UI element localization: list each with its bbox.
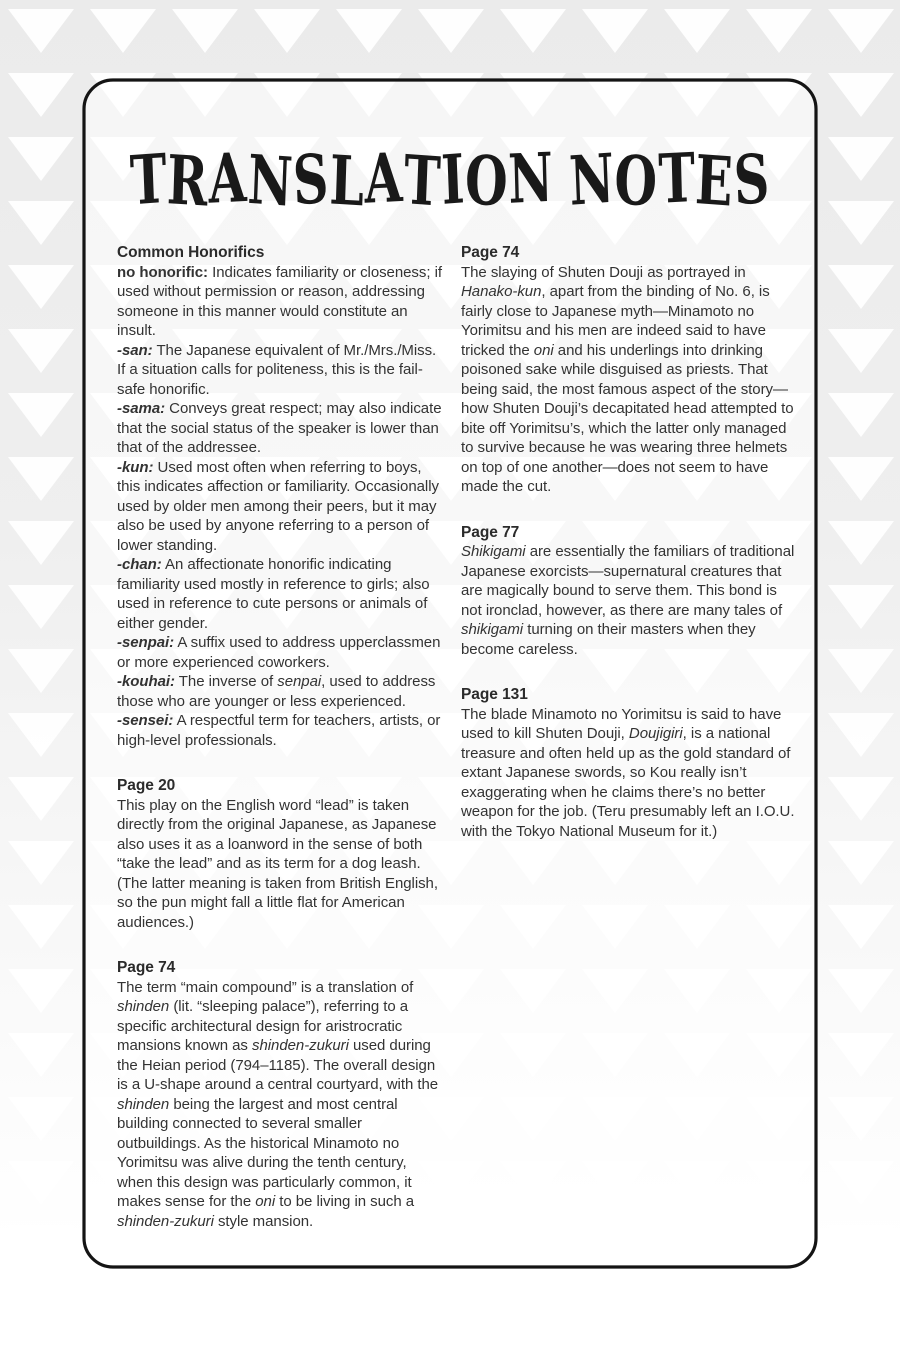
- section-heading: Page 74: [461, 244, 520, 261]
- note-section: [461, 685, 795, 841]
- emphasized-term: -senpai:: [117, 634, 175, 651]
- emphasized-term: shinden: [117, 998, 170, 1015]
- emphasized-term: -kun:: [117, 458, 154, 476]
- section-heading: Page 20: [117, 777, 176, 794]
- text-run: and his underlings into drinking poisoned sake while disguised as priests. That being said, the most famous aspect of the story—how Shuten Douji’s decapitated head attempted to bite off Yorimitsu’s, which the latter only managed to survive because he was wearing three helmets on top of one another—does not seem to have made the cut.: [461, 341, 794, 495]
- emphasized-term: oni: [255, 1193, 276, 1210]
- emphasized-term: -san:: [117, 341, 153, 359]
- text-run: turning on their masters when they become careless.: [461, 621, 756, 658]
- title-letter: L: [328, 140, 367, 223]
- emphasized-term: shinden-zukuri: [117, 1212, 214, 1230]
- title-letter: E: [694, 140, 736, 223]
- text-run: , used to address those who are younger or less experienced.: [117, 673, 436, 710]
- text-run: A suffix used to address upperclassmen or more experienced coworkers.: [117, 634, 441, 671]
- note-section: [117, 243, 443, 750]
- note-paragraph: [117, 633, 443, 672]
- right-column: [461, 243, 795, 841]
- title-letter: N: [567, 138, 617, 222]
- text-run: The Japanese equivalent of Mr./Mrs./Miss. If a situation calls for politeness, this is the fail-safe honorific.: [117, 341, 437, 398]
- emphasized-term: shikigami: [461, 621, 524, 638]
- emphasized-term: -sensei:: [117, 712, 174, 729]
- emphasized-term: -chan:: [117, 556, 162, 573]
- text-run: Used most often when referring to boys, this indicates affection or familiarity. Occasionally used by older men among their peers, but it may also be used by anyone referring to a person of lower standing.: [117, 458, 439, 554]
- note-paragraph: [117, 796, 443, 933]
- text-run: Conveys great respect; may also indicate that the social status of the speaker is lower than that of the addressee.: [117, 400, 442, 456]
- title-letter: N: [246, 140, 295, 223]
- text-run: (lit. “sleeping palace”), referring to a specific architectural design for aristrocratic mansions known as: [117, 998, 409, 1054]
- emphasized-term: Hanako-kun: [461, 283, 542, 300]
- text-run: The blade Minamoto no Yorimitsu is said to have used to kill Shuten Douji,: [461, 705, 782, 742]
- left-column: [117, 243, 443, 1231]
- section-heading: Common Honorifics: [117, 244, 265, 261]
- emphasized-term: -kouhai:: [117, 673, 175, 690]
- title-letter: S: [291, 139, 332, 222]
- note-paragraph: [117, 711, 443, 750]
- text-run: , is a national treasure and often held up as the gold standard of extant Japanese swords, so Kou really isn’t exaggerating when he claims there’s no better weapon for the job. (Teru presumably left an I.O.U. with the Tokyo National Museum for it.): [461, 725, 795, 840]
- text-run: are essentially the familiars of traditional Japanese exorcists—supernatural creatures that are magically bound to serve them. This bond is not ironclad, however, as there are many tales of: [461, 543, 795, 619]
- emphasized-term: senpai: [277, 673, 322, 690]
- text-run: A respectful term for teachers, artists, or high-level professionals.: [117, 712, 441, 749]
- note-section: [117, 958, 443, 1231]
- note-paragraph: [117, 263, 443, 341]
- title-letter: A: [363, 138, 405, 220]
- emphasized-term: Shikigami: [461, 543, 526, 560]
- text-run: to be living in such a: [275, 1193, 415, 1210]
- title-letter: A: [207, 138, 249, 220]
- title-letter: S: [732, 139, 772, 222]
- emphasized-term: shinden-zukuri: [252, 1037, 349, 1054]
- text-run: style mansion.: [213, 1212, 314, 1230]
- title-letter: T: [128, 139, 169, 222]
- text-run: The slaying of Shuten Douji as portrayed in: [461, 263, 746, 281]
- text-run: , apart from the binding of No. 6, is fairly close to Japanese myth—Minamoto no Yorimitsu and his men are indeed said to have tricked the: [461, 283, 770, 359]
- note-paragraph: [117, 978, 443, 1232]
- text-run: used during the Heian period (794–1185). The overall design is a U-shape around a central courtyard, with the: [117, 1037, 439, 1093]
- text-run: The term “main compound” is a translation of: [117, 978, 414, 996]
- title-letter: N: [507, 138, 555, 220]
- title-letter: O: [463, 140, 510, 223]
- note-section: [461, 243, 795, 497]
- emphasized-term: no honorific:: [117, 263, 208, 281]
- text-run: This play on the English word “lead” is taken directly from the original Japanese, as Japanese also uses it as a loanword in the sense of both “take the lead” and as its term for a dog leash. (The latter meaning is taken from British English, so the pun might fall a little flat for American audiences.): [117, 796, 438, 931]
- section-heading: Page 74: [117, 959, 176, 976]
- section-heading: Page 77: [461, 523, 520, 541]
- title-letter: T: [402, 140, 443, 223]
- note-section: [461, 523, 795, 660]
- text-run: being the largest and most central building connected to several smaller outbuildings. As the historical Minamoto no Yorimitsu was alive during the tenth century, when this design was particularly common, it makes sense for the: [117, 1095, 412, 1210]
- note-paragraph: [117, 555, 443, 633]
- emphasized-term: Doujigiri: [628, 725, 683, 742]
- text-run: An affectionate honorific indicating familiarity used mostly in reference to girls; also used in reference to cute persons or animals of either gender.: [117, 556, 430, 632]
- emphasized-term: shinden: [117, 1095, 170, 1113]
- page-title: [27, 134, 873, 228]
- note-paragraph: [117, 458, 443, 556]
- note-paragraph: [461, 263, 795, 497]
- emphasized-term: oni: [533, 341, 554, 359]
- text-run: The inverse of: [174, 673, 278, 690]
- note-paragraph: [461, 705, 795, 842]
- note-paragraph: [117, 341, 443, 400]
- title-letter: T: [657, 138, 697, 220]
- note-paragraph: [117, 399, 443, 458]
- title-letter: O: [613, 140, 660, 223]
- note-section: [117, 776, 443, 932]
- section-heading: Page 131: [461, 686, 528, 703]
- note-paragraph: [117, 672, 443, 711]
- title-letter: R: [166, 140, 211, 223]
- text-run: Indicates familiarity or closeness; if used without permission or reason, addressing someone in this manner would constitute an insult.: [117, 263, 442, 339]
- emphasized-term: -sama:: [117, 400, 166, 417]
- title-letter: I: [439, 139, 467, 221]
- note-paragraph: [461, 542, 795, 659]
